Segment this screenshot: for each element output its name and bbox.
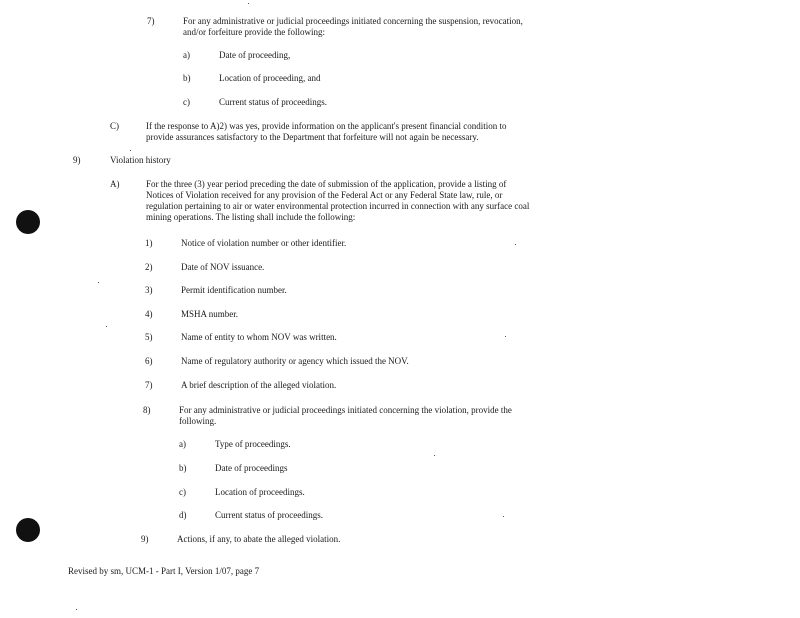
item-7c-label: c)	[183, 97, 190, 107]
list-item-text: MSHA number.	[181, 309, 239, 319]
item-7c-text: Current status of proceedings.	[219, 97, 327, 107]
page-footer: Revised by sm, UCM-1 - Part I, Version 1/07, page 7	[68, 566, 260, 576]
section-9a-label: A)	[110, 179, 120, 189]
list-item-text: A brief description of the alleged violation.	[181, 380, 337, 390]
item-8d-label: d)	[179, 510, 187, 520]
list-item-text: Notice of violation number or other identifier.	[181, 238, 347, 248]
list-item-text: Name of entity to whom NOV was written.	[181, 332, 337, 342]
scan-speck	[98, 282, 99, 283]
item-8b-label: b)	[179, 463, 187, 473]
scan-speck	[434, 455, 435, 456]
item-8-line1: For any administrative or judicial proceedings initiated concerning the violation, provide the	[179, 405, 512, 415]
punch-hole-bottom	[16, 518, 40, 542]
list-item-number: 7)	[145, 380, 153, 390]
item-9-text: Actions, if any, to abate the alleged violation.	[177, 534, 341, 544]
list-item-number: 2)	[145, 262, 153, 272]
item-7b-label: b)	[183, 73, 191, 83]
item-c-line1: If the response to A)2) was yes, provide information on the applicant's present financial condition to	[146, 121, 507, 131]
scan-speck	[515, 244, 516, 245]
punch-hole-top	[16, 210, 40, 234]
section-9a-line2: Notices of Violation received for any provision of the Federal Act or any Federal State law, rule, or	[146, 190, 503, 200]
scan-speck	[248, 3, 249, 4]
item-8c-text: Location of proceedings.	[215, 487, 305, 497]
section-9a-line1: For the three (3) year period preceding the date of submission of the application, provide a listing of	[146, 179, 507, 189]
section-9a-line4: mining operations. The listing shall include the following:	[146, 212, 356, 222]
item-8d-text: Current status of proceedings.	[215, 510, 323, 520]
item-c-label: C)	[110, 121, 119, 131]
item-7a-label: a)	[183, 50, 190, 60]
item-c-line2: provide assurances satisfactory to the Department that forfeiture will not again be necessary.	[146, 132, 479, 142]
scan-speck	[106, 326, 107, 327]
item-7b-text: Location of proceeding, and	[219, 73, 321, 83]
item-8-line2: following.	[179, 416, 217, 426]
item-8c-label: c)	[179, 487, 186, 497]
list-item-number: 4)	[145, 309, 153, 319]
scan-speck	[76, 609, 77, 610]
list-item-text: Name of regulatory authority or agency which issued the NOV.	[181, 356, 409, 366]
scan-speck	[503, 516, 504, 517]
item-7-text-line1: For any administrative or judicial proceedings initiated concerning the suspension, revocation,	[183, 16, 523, 26]
list-item-number: 6)	[145, 356, 153, 366]
list-item-number: 3)	[145, 285, 153, 295]
item-9-number: 9)	[141, 534, 149, 544]
scan-speck	[505, 336, 506, 337]
item-7-text-line2: and/or forfeiture provide the following:	[183, 27, 325, 37]
item-8b-text: Date of proceedings	[215, 463, 288, 473]
scan-speck	[130, 150, 131, 151]
section-9-title: Violation history	[110, 155, 171, 165]
item-8a-text: Type of proceedings.	[215, 439, 291, 449]
item-8a-label: a)	[179, 439, 186, 449]
item-8-number: 8)	[143, 405, 151, 415]
list-item-text: Permit identification number.	[181, 285, 287, 295]
section-9-number: 9)	[73, 155, 81, 165]
list-item-text: Date of NOV issuance.	[181, 262, 265, 272]
item-7-number: 7)	[147, 16, 155, 26]
list-item-number: 5)	[145, 332, 153, 342]
item-7a-text: Date of proceeding,	[219, 50, 291, 60]
list-item-number: 1)	[145, 238, 153, 248]
section-9a-line3: regulation pertaining to air or water environmental protection incurred in connection with any surface coal	[146, 201, 530, 211]
